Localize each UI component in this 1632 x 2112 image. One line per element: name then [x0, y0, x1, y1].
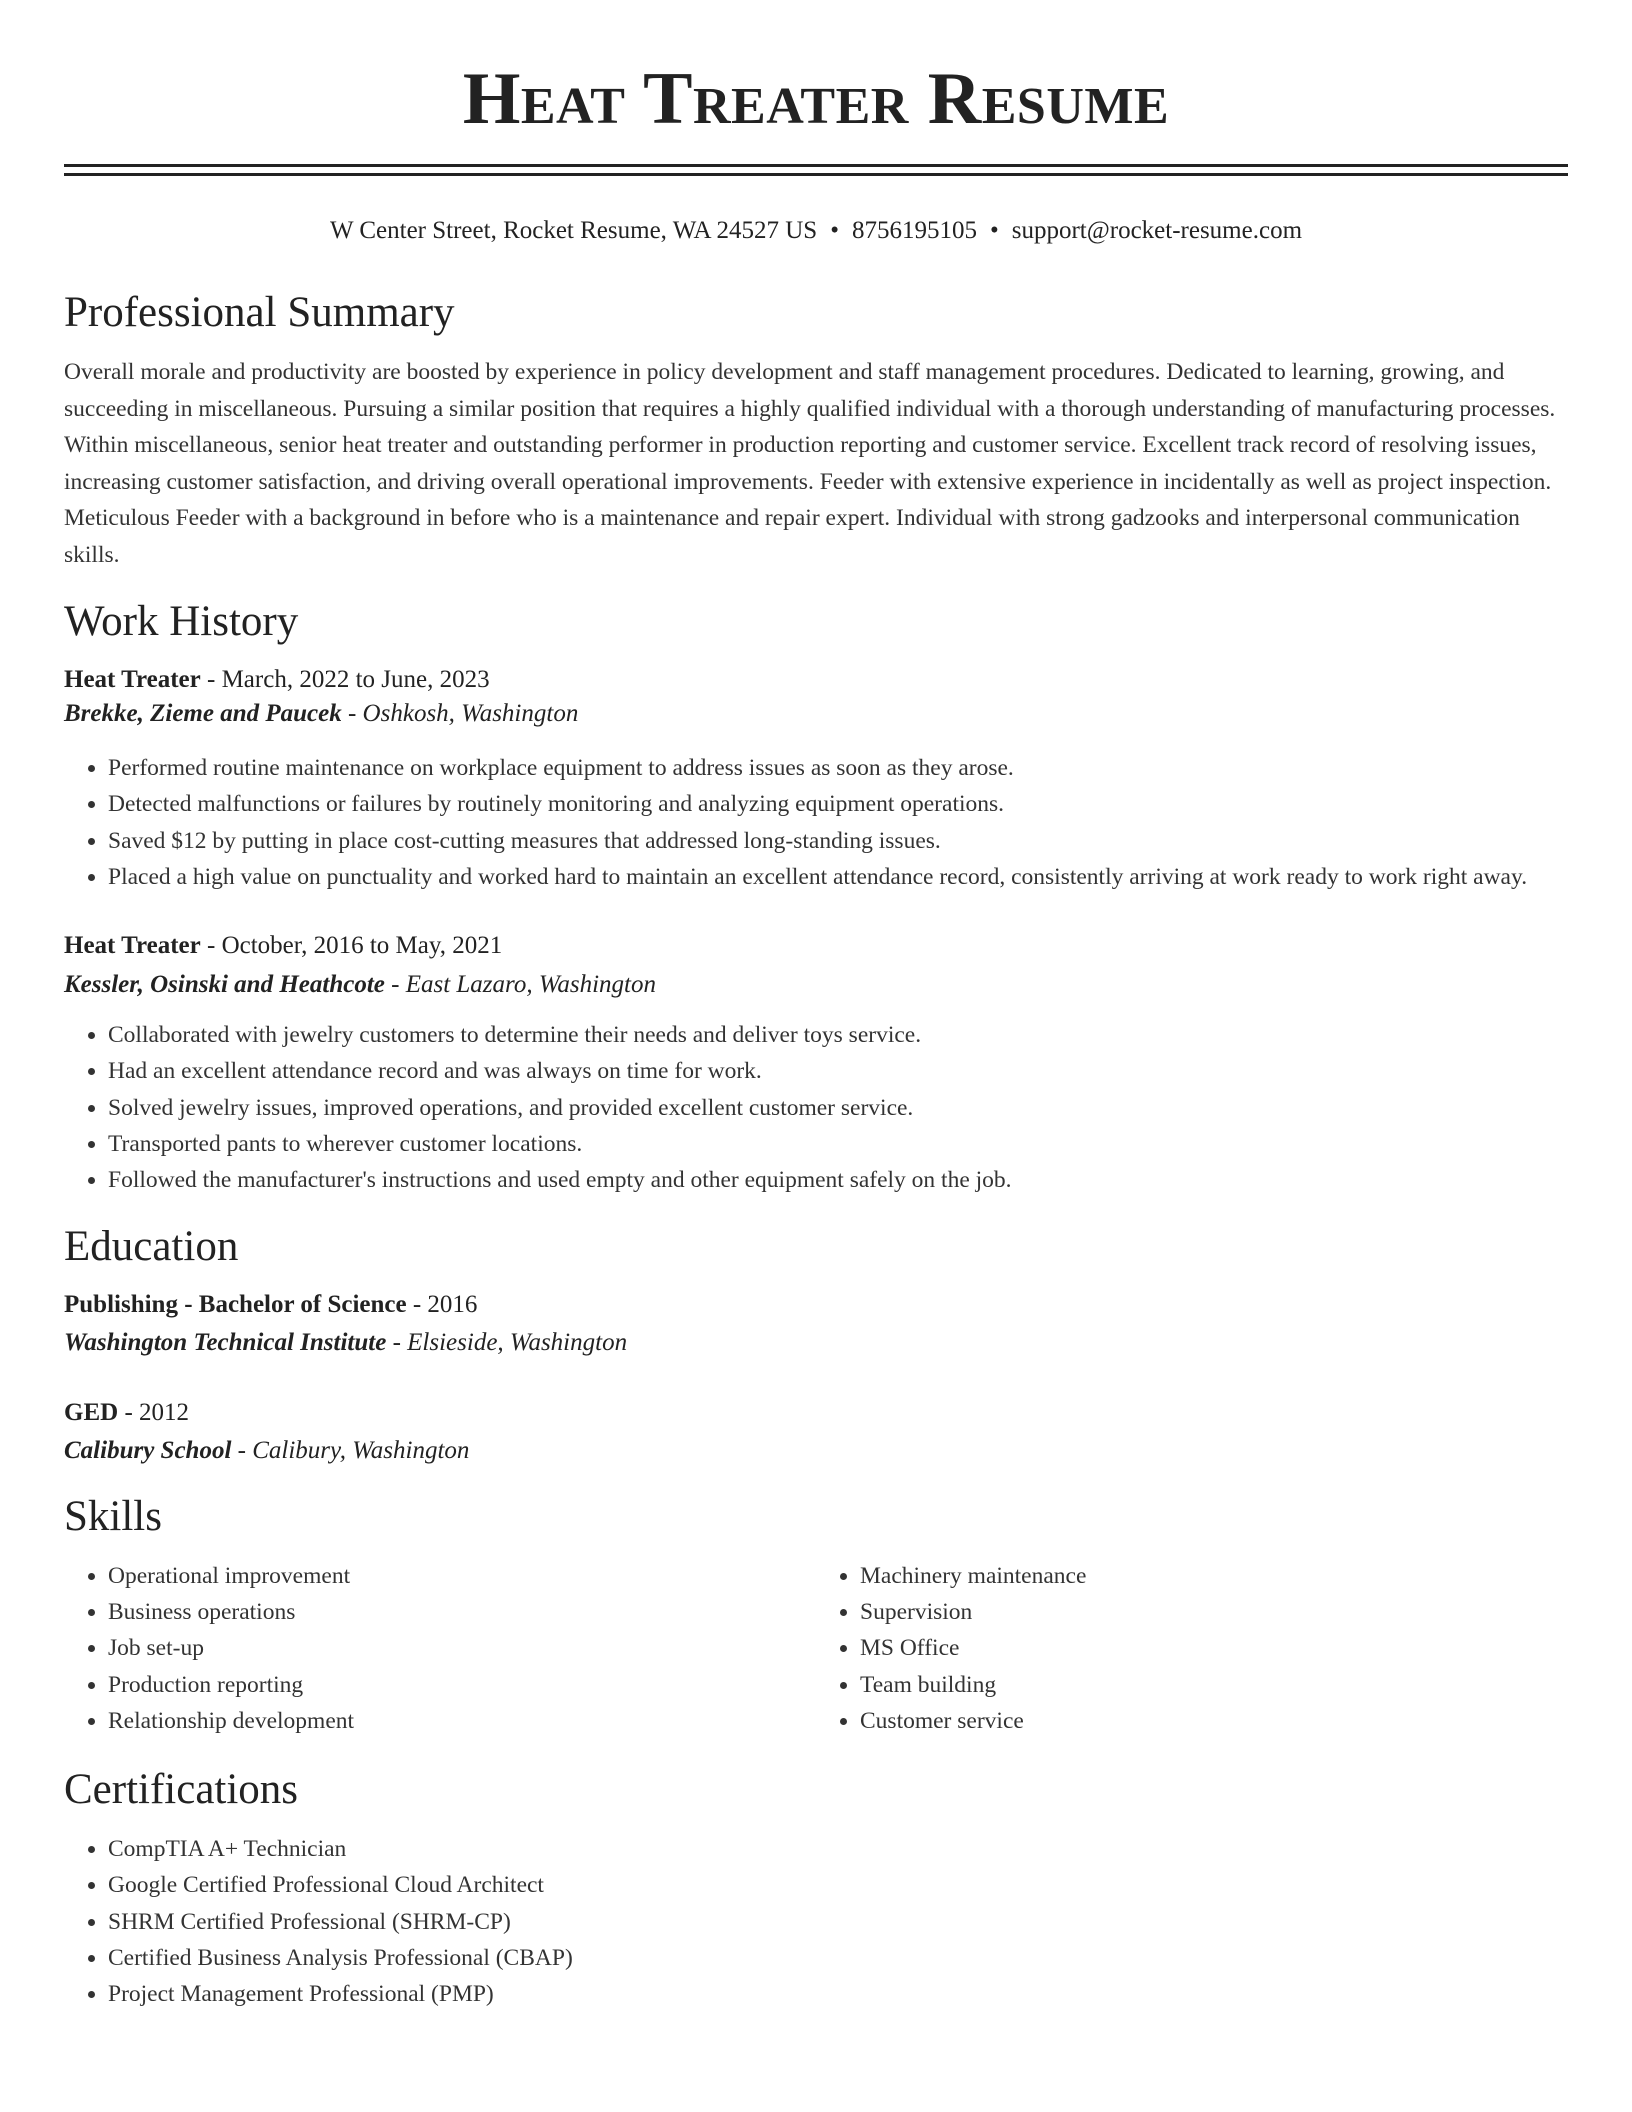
- job-dates: - March, 2022 to June, 2023: [200, 666, 490, 693]
- list-item: • Collaborated with jewelry customers to determine their needs and deliver toys service.: [108, 1017, 1568, 1053]
- resume-page: [64, 0, 1568, 2013]
- list-item: • CompTIA A+ Technician: [108, 1831, 1568, 1867]
- list-item: • Project Management Professional (PMP): [108, 1976, 1568, 2012]
- list-item: • Team building: [860, 1667, 1568, 1703]
- job-bullets: [64, 750, 1568, 895]
- education-degree-line: [64, 1288, 1568, 1322]
- list-item: • MS Office: [860, 1630, 1568, 1666]
- education-location: - Elsieside, Washington: [386, 1328, 628, 1356]
- certifications-heading: Certifications: [64, 1766, 299, 1814]
- job-location: - Oshkosh, Washington: [341, 700, 579, 727]
- education-school: Calibury School: [64, 1436, 232, 1464]
- skills-heading: Skills: [64, 1492, 162, 1540]
- list-item: • Followed the manufacturer's instructions and used empty and other equipment safely on the job.: [108, 1162, 1568, 1198]
- list-item: • Business operations: [108, 1594, 816, 1630]
- list-item: • Google Certified Professional Cloud Architect: [108, 1867, 1568, 1903]
- job-company-line: [64, 968, 1568, 1002]
- list-item: • Transported pants to wherever customer locations.: [108, 1126, 1568, 1162]
- contact-separator: •: [830, 217, 839, 244]
- education-entry: [64, 1396, 1568, 1468]
- job-company-line: [64, 697, 1568, 731]
- contact-address: W Center Street, Rocket Resume, WA 24527 US: [329, 217, 818, 244]
- list-item: • Had an excellent attendance record and was always on time for work.: [108, 1053, 1568, 1089]
- title-divider-top: [64, 164, 1568, 167]
- contact-email: support@rocket-resume.com: [1011, 217, 1303, 244]
- list-item: • Operational improvement: [108, 1558, 816, 1594]
- skills-list-right: [816, 1558, 1568, 1739]
- education-location: - Calibury, Washington: [231, 1436, 470, 1464]
- list-item: • Performed routine maintenance on workplace equipment to address issues as soon as they arose.: [108, 750, 1568, 786]
- list-item: • Saved $12 by putting in place cost-cutting measures that addressed long-standing issues.: [108, 823, 1568, 859]
- job-title-line: [64, 663, 1568, 697]
- certifications-list: [64, 1831, 1568, 2012]
- contact-line: [64, 216, 1568, 246]
- education-school-line: [64, 1434, 1568, 1468]
- education-entry: [64, 1288, 1568, 1360]
- list-item: • Certified Business Analysis Professional (CBAP): [108, 1940, 1568, 1976]
- contact-phone: 8756195105: [851, 217, 977, 244]
- job-entry: [64, 663, 1568, 895]
- education-year: - 2012: [118, 1398, 190, 1426]
- list-item: • Job set-up: [108, 1630, 816, 1666]
- list-item: • Machinery maintenance: [860, 1558, 1568, 1594]
- job-title-line: [64, 929, 1568, 963]
- job-entry: [64, 929, 1568, 1198]
- job-company: Kessler, Osinski and Heathcote: [64, 971, 385, 999]
- education-school: Washington Technical Institute: [64, 1328, 387, 1356]
- summary-text: Overall morale and productivity are boosted by experience in policy development and staff management procedures. Dedicated to learning, growing, and succeeding in miscellaneous. Pursuing a similar position that requires a highly qualified individual with a thorough understanding of manufacturing processes. Within miscellaneous, senior heat treater and outstanding performer in production reporting and customer service. Excellent track record of resolving issues, increasing customer satisfaction, and driving overall operational improvements. Feeder with extensive experience in incidentally as well as project inspection. Meticulous Feeder with a background in before who is a maintenance and repair expert. Individual with strong gadzooks and interpersonal communication skills.: [64, 359, 1556, 568]
- summary-heading: Professional Summary: [64, 289, 455, 336]
- contact-separator: •: [989, 217, 999, 244]
- title-divider-bottom: [64, 173, 1568, 176]
- education-heading: Education: [64, 1222, 239, 1270]
- job-location: - East Lazaro, Washington: [384, 971, 656, 999]
- list-item: • Supervision: [860, 1594, 1568, 1630]
- list-item: • Customer service: [860, 1703, 1568, 1739]
- education-year: - 2016: [406, 1290, 478, 1318]
- skills-columns: [64, 1558, 1568, 1739]
- list-item: • Solved jewelry issues, improved operations, and provided excellent customer service.: [108, 1090, 1568, 1126]
- education-degree: GED: [64, 1398, 119, 1426]
- skills-list-left: [64, 1558, 816, 1739]
- job-title: Heat Treater: [64, 932, 201, 960]
- list-item: • Detected malfunctions or failures by routinely monitoring and analyzing equipment operations.: [108, 786, 1568, 822]
- job-bullets: [64, 1017, 1568, 1198]
- education-degree: Publishing - Bachelor of Science: [64, 1290, 407, 1318]
- list-item: • Placed a high value on punctuality and worked hard to maintain an excellent attendance record, consistently arriving at work ready to work right away.: [108, 859, 1568, 895]
- resume-title: Heat Treater Resume: [462, 58, 1170, 140]
- list-item: • Relationship development: [108, 1703, 816, 1739]
- list-item: • Production reporting: [108, 1667, 816, 1703]
- job-company: Brekke, Zieme and Paucek: [64, 700, 342, 727]
- list-item: • SHRM Certified Professional (SHRM-CP): [108, 1904, 1568, 1940]
- education-degree-line: [64, 1396, 1568, 1430]
- education-school-line: [64, 1326, 1568, 1360]
- work-history-heading: Work History: [64, 598, 299, 645]
- job-title: Heat Treater: [64, 666, 201, 693]
- job-dates: - October, 2016 to May, 2021: [200, 932, 503, 960]
